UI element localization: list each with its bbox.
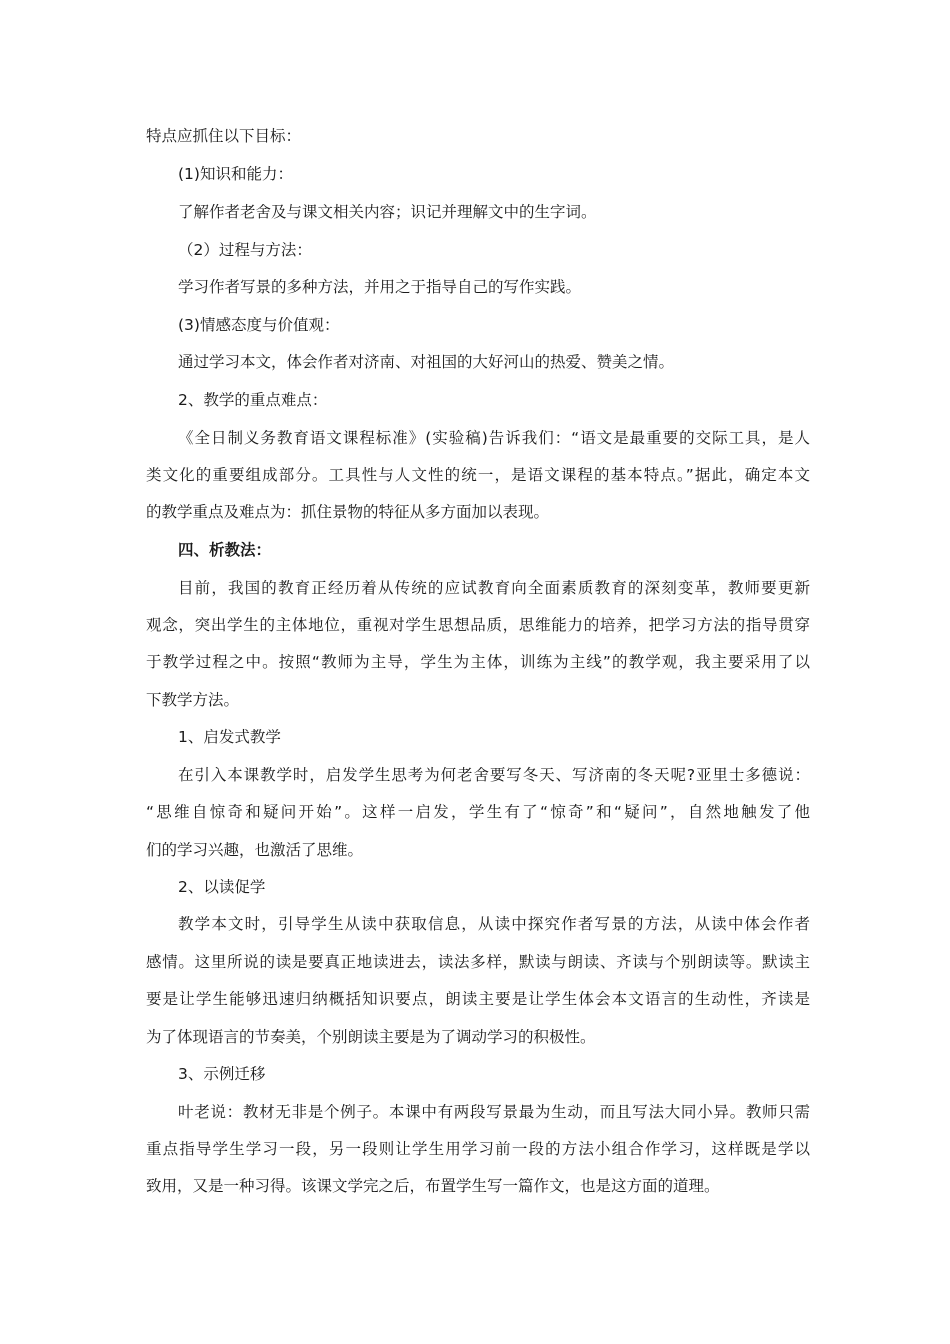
text-line: 叶老说：教材无非是个例子。本课中有两段写景最为生动，而且写法大同小异。教师只需: [178, 1103, 810, 1121]
text-line: “思维自惊奇和疑问开始”。这样一启发，学生有了“惊奇”和“疑问”，自然地触发了他: [146, 803, 810, 821]
text-line: （2）过程与方法：: [178, 241, 312, 259]
text-line: 于教学过程之中。按照“教师为主导，学生为主体，训练为主线”的教学观，我主要采用了以: [146, 653, 810, 671]
text-line: 通过学习本文，体会作者对济南、对祖国的大好河山的热爱、赞美之情。: [178, 353, 675, 371]
text-line: 的教学重点及难点为：抓住景物的特征从多方面加以表现。: [146, 503, 550, 521]
text-line: 特点应抓住以下目标：: [146, 127, 302, 145]
section-heading: 四、析教法：: [178, 541, 272, 559]
text-line: 2、教学的重点难点：: [178, 391, 328, 409]
text-line: 观念，突出学生的主体地位，重视对学生思想品质，思维能力的培养，把学习方法的指导贯穿: [146, 616, 810, 634]
text-line: (1)知识和能力：: [178, 165, 293, 183]
text-line: 感情。这里所说的读是要真正地读进去，读法多样，默读与朗读、齐读与个别朗读等。默读主: [146, 953, 810, 971]
text-line: 为了体现语言的节奏美，个别朗读主要是为了调动学习的积极性。: [146, 1028, 596, 1046]
text-line: 1、启发式教学: [178, 728, 281, 746]
text-line: 们的学习兴趣，也激活了思维。: [146, 841, 364, 859]
text-line: 致用，又是一种习得。该课文学完之后，布置学生写一篇作文，也是这方面的道理。: [146, 1177, 720, 1195]
text-line: 重点指导学生学习一段，另一段则让学生用学习前一段的方法小组合作学习，这样既是学以: [146, 1140, 810, 1158]
text-line: 了解作者老舍及与课文相关内容；识记并理解文中的生字词。: [178, 203, 597, 221]
text-line: 2、以读促学: [178, 878, 266, 896]
text-line: (3)情感态度与价值观：: [178, 316, 340, 334]
text-line: 3、示例迁移: [178, 1065, 266, 1083]
text-line: 学习作者写景的多种方法，并用之于指导自己的写作实践。: [178, 278, 582, 296]
text-line: 下教学方法。: [146, 691, 240, 709]
text-line: 《全日制义务教育语文课程标准》(实验稿)告诉我们：“语文是最重要的交际工具，是人: [178, 429, 810, 447]
text-line: 目前，我国的教育正经历着从传统的应试教育向全面素质教育的深刻变革，教师要更新: [178, 579, 810, 597]
text-line: 要是让学生能够迅速归纳概括知识要点，朗读主要是让学生体会本文语言的生动性，齐读是: [146, 990, 810, 1008]
text-line: 教学本文时，引导学生从读中获取信息，从读中探究作者写景的方法，从读中体会作者: [178, 915, 810, 933]
text-line: 类文化的重要组成部分。工具性与人文性的统一，是语文课程的基本特点。”据此，确定本文: [146, 466, 810, 484]
text-line: 在引入本课教学时，启发学生思考为何老舍要写冬天、写济南的冬天呢?亚里士多德说：: [178, 766, 810, 784]
